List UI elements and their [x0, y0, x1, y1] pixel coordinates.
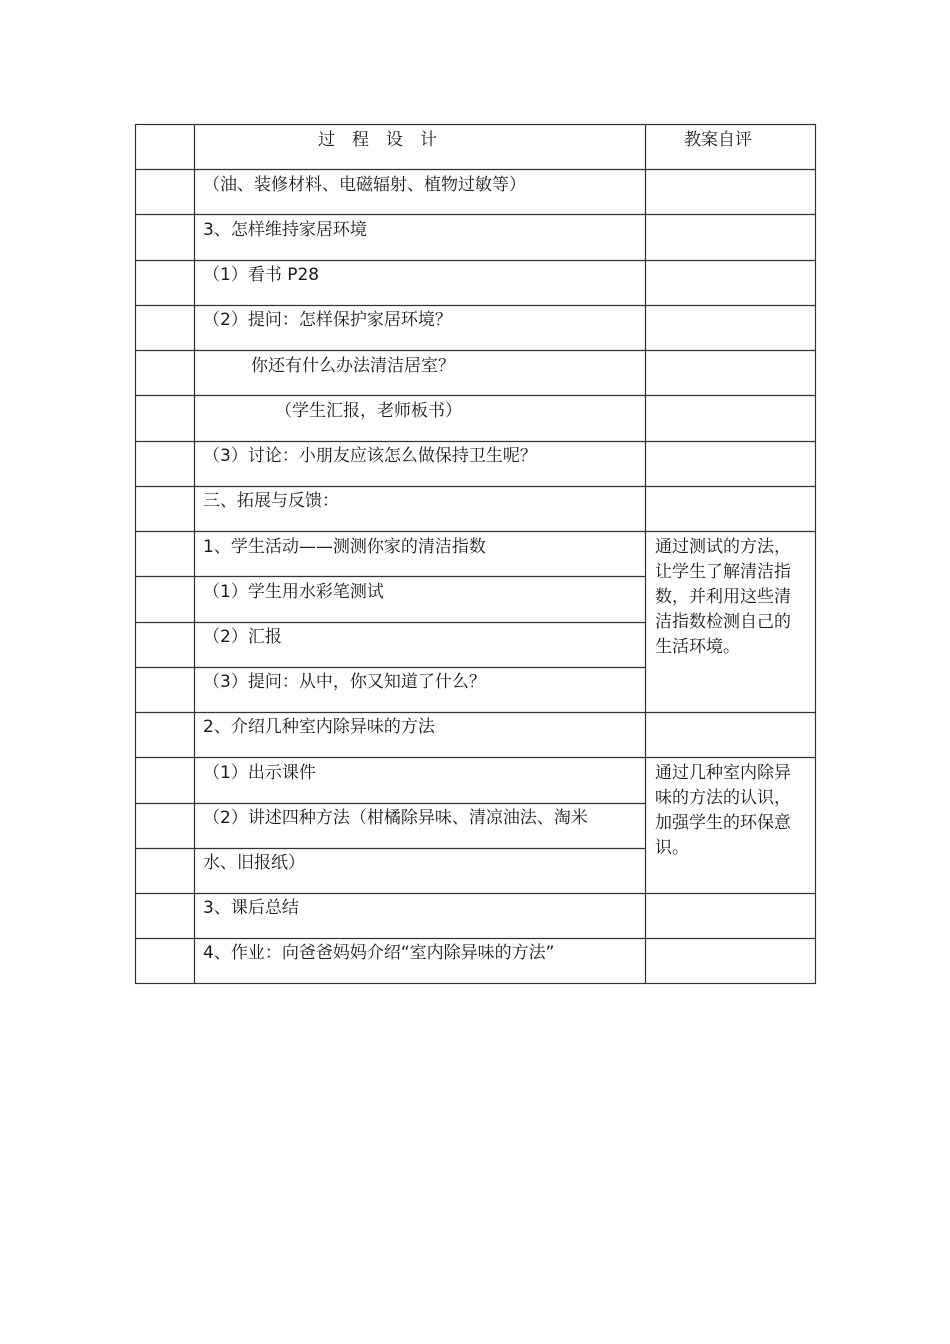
table-row: 1、学生活动——测测你家的清洁指数: [203, 537, 486, 557]
table-row: 你还有什么办法清洁居室？: [251, 356, 455, 376]
table-row: 4、作业：向爸爸妈妈介绍“室内除异味的方法”: [203, 943, 555, 963]
table-row: （2）讲述四种方法（柑橘除异味、清凉油法、淘米: [203, 808, 588, 828]
self-evaluation-note: 通过几种室内除异味的方法的认识，加强学生的环保意识。: [655, 763, 791, 858]
table-row: （3）提问：从中，你又知道了什么？: [203, 672, 486, 692]
table-row: 2、介绍几种室内除异味的方法: [203, 717, 435, 737]
table-row: （2）提问：怎样保护家居环境？: [203, 310, 452, 330]
table-row: 水、旧报纸）: [203, 853, 305, 873]
table-row: （3）讨论：小朋友应该怎么做保持卫生呢？: [203, 446, 537, 466]
table-row: （1）学生用水彩笔测试: [203, 582, 384, 602]
table-row: （油、装修材料、电磁辐射、植物过敏等）: [203, 175, 526, 195]
self-evaluation-note: 通过测试的方法，让学生了解清洁指数，并利用这些清洁指数检测自己的生活环境。: [655, 537, 791, 657]
self-evaluation-header: 教案自评: [684, 130, 752, 150]
table-row: 3、怎样维持家居环境: [203, 220, 367, 240]
table-row: （学生汇报，老师板书）: [275, 401, 462, 421]
table-row: （2）汇报: [203, 627, 282, 647]
table-row: （1）看书 P28: [203, 265, 320, 285]
table-row: 3、课后总结: [203, 898, 299, 918]
table-row: 三、拓展与反馈：: [203, 491, 339, 511]
process-design-header: 过 程 设 计: [318, 130, 437, 150]
table-row: （1）出示课件: [203, 763, 316, 783]
